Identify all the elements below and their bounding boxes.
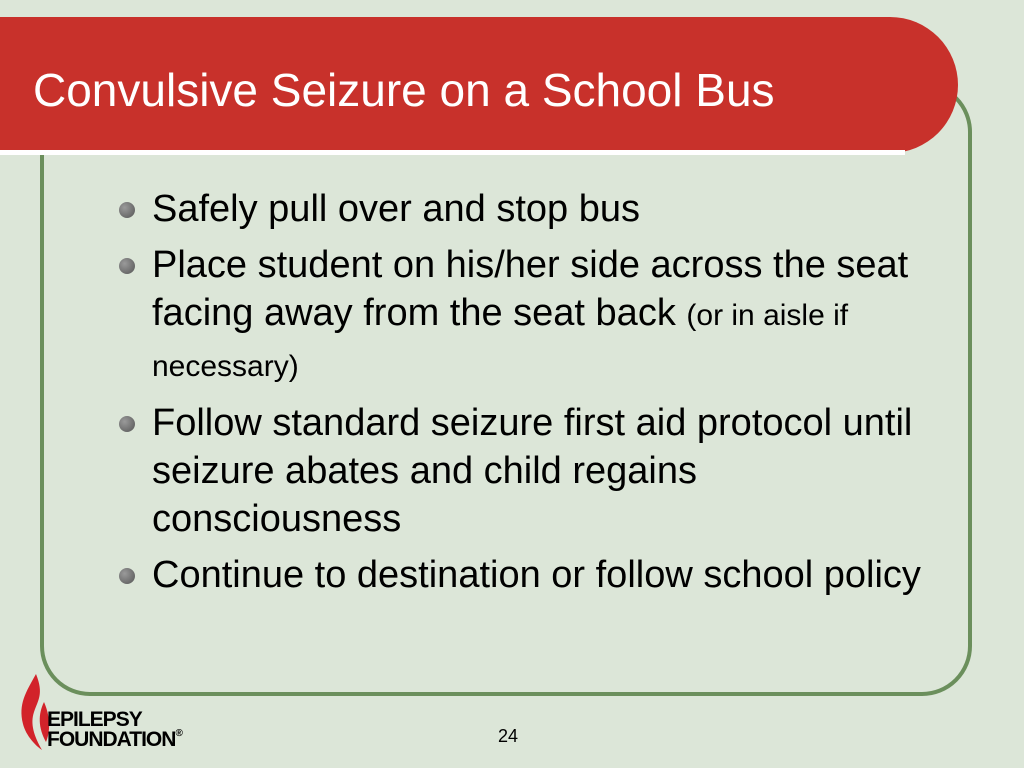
bullet-item — [112, 185, 952, 233]
registered-mark: ® — [175, 728, 182, 739]
bullet-icon — [119, 568, 135, 584]
bullet-icon — [119, 416, 135, 432]
slide-title: Convulsive Seizure on a School Bus — [33, 64, 775, 116]
logo-text-foundation: FOUNDATION® — [47, 728, 182, 751]
bullet-icon — [119, 258, 135, 274]
logo-text-epilepsy: EPILEPSY — [47, 708, 142, 731]
bullet-list — [112, 185, 952, 607]
bullet-item — [112, 241, 952, 391]
bullet-item — [112, 399, 952, 543]
title-underline — [0, 150, 905, 155]
epilepsy-foundation-logo — [18, 672, 208, 752]
page-number: 24 — [498, 726, 519, 746]
bullet-item — [112, 551, 952, 599]
bullet-text: Follow standard seizure first aid protocol until seizure abates and child regains consciousness — [152, 402, 913, 540]
bullet-note: (or in aisle if necessary) — [152, 299, 849, 383]
bullet-text: Safely pull over and stop bus — [152, 188, 640, 230]
title-bar — [0, 17, 958, 153]
bullet-text: Continue to destination or follow school policy — [152, 554, 921, 596]
bullet-text: Place student on his/her side across the seat facing away from the seat back — [152, 244, 909, 334]
bullet-icon — [119, 202, 135, 218]
